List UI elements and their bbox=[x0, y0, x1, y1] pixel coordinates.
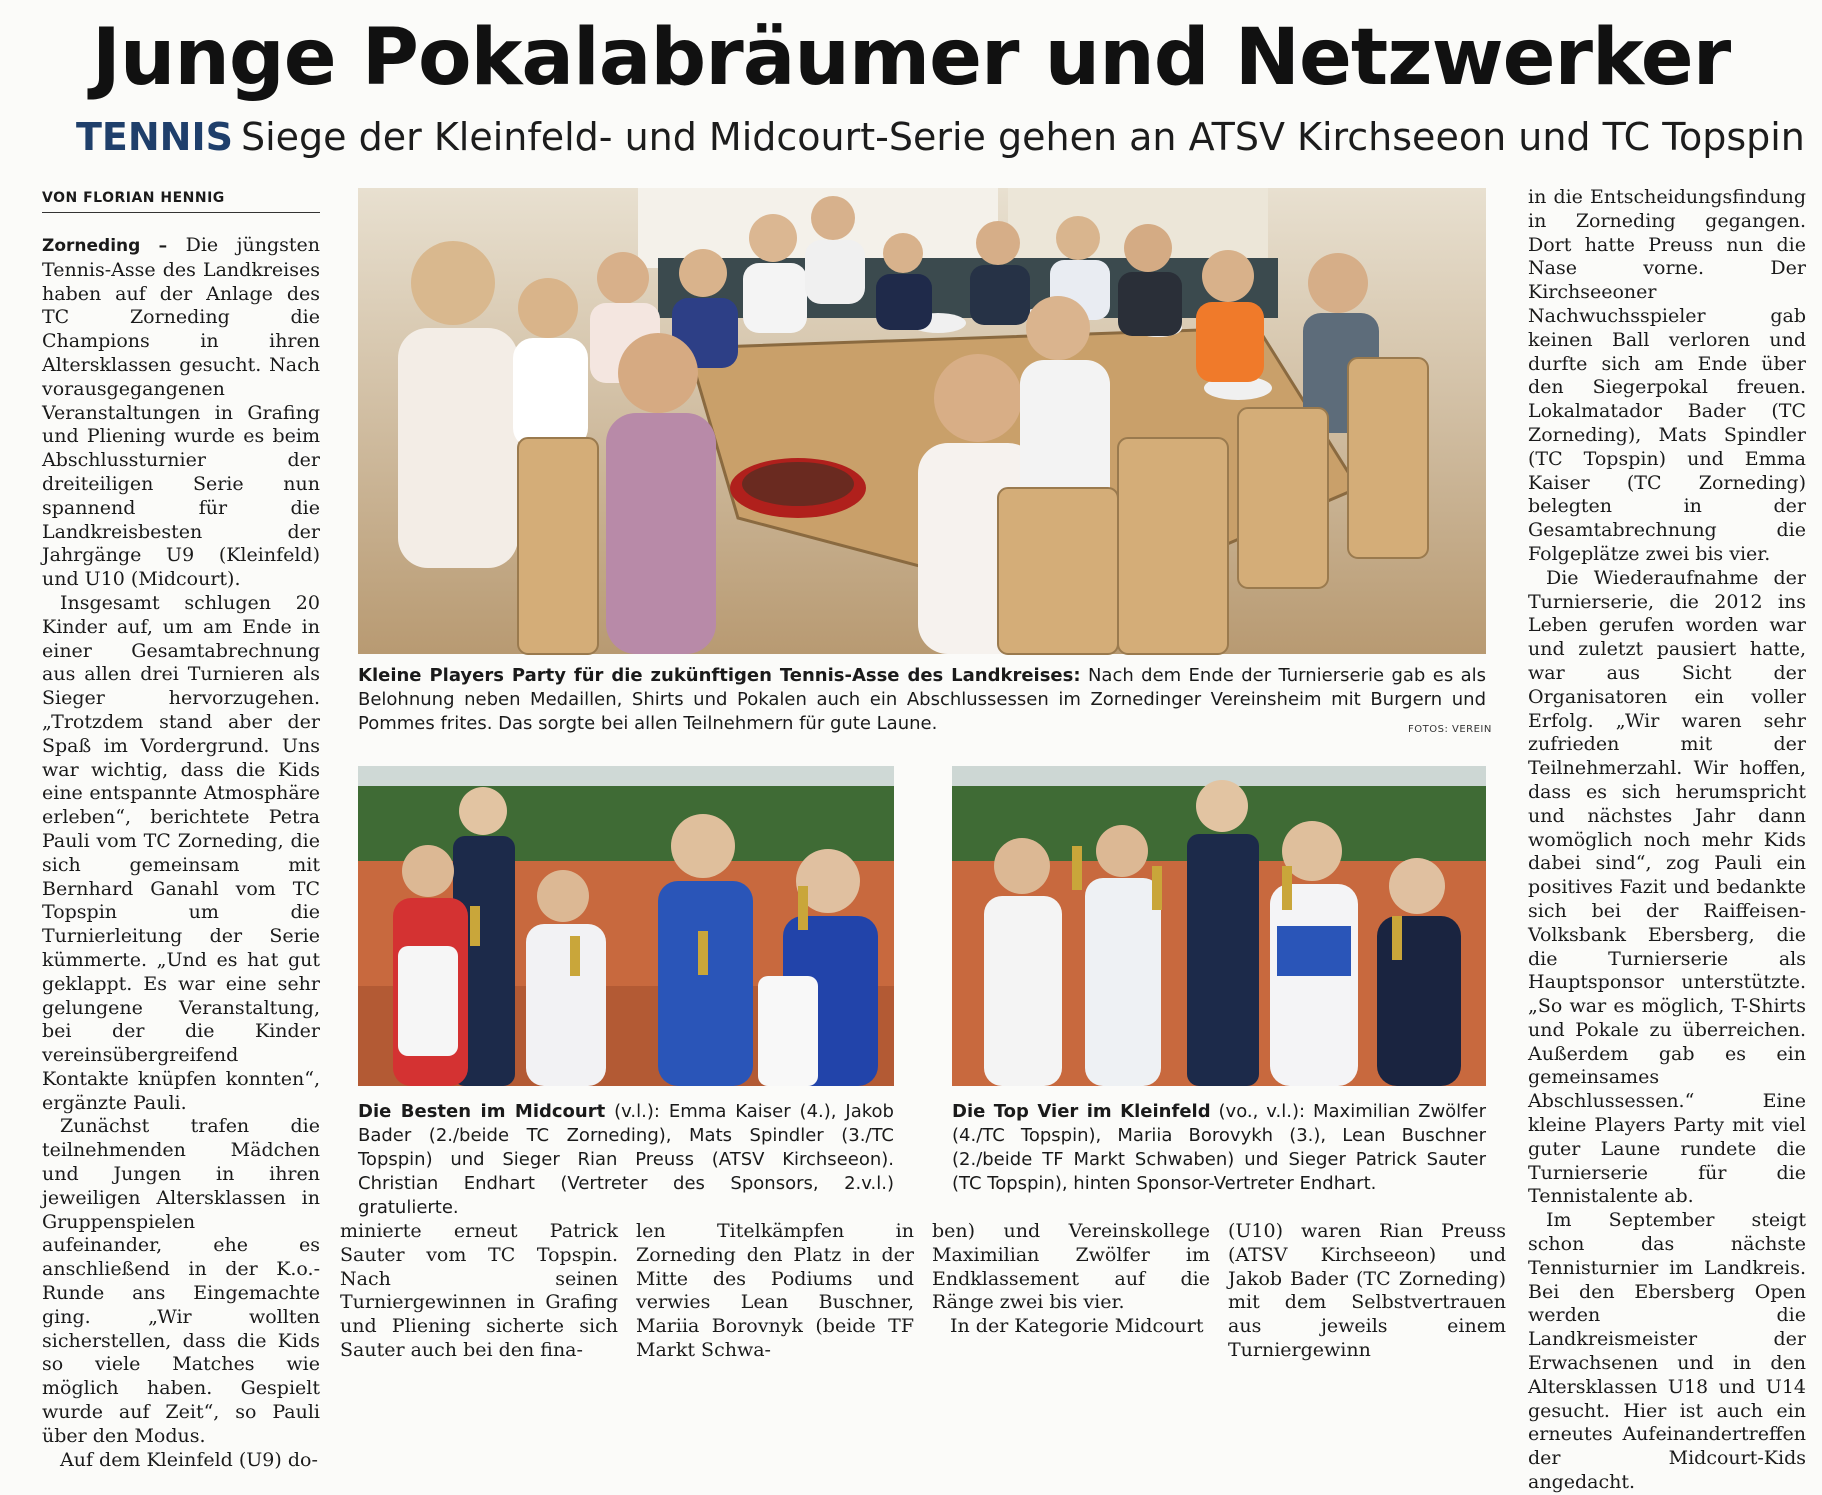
article-column-4: ben) und Vereinskollege Maximilian Zwölfer im Endklassement auf die Ränge zwei bis vier. In der Kategorie Midcourt bbox=[932, 1220, 1210, 1338]
subheadline-text: Siege der Kleinfeld- und Midcourt-Serie gehen an ATSV Kirchseeon und TC Topspin bbox=[241, 115, 1805, 159]
kleinfeld-caption: Die Top Vier im Kleinfeld (vo., v.l.): Maximilian Zwölfer (4./TC Topspin), Mariia Borovykh (3.), Lean Buschner (2./beide TF Markt Schwaben) und Sieger Patrick Sauter (TC Topspin), hinten Sponsor-Vertreter Endhart. bbox=[952, 1101, 1486, 1194]
headline: Junge Pokalabräumer und Netzwerker bbox=[91, 13, 1731, 103]
subheadline bbox=[76, 112, 1805, 162]
dateline: Zorneding – bbox=[42, 236, 168, 256]
paragraph: Auf dem Kleinfeld (U9) do- bbox=[60, 1448, 318, 1471]
photo-credit: FOTOS: VEREIN bbox=[1408, 724, 1492, 735]
article-column-5: (U10) waren Rian Preuss (ATSV Kirchseeon) und Jakob Bader (TC Zorneding) mit dem Selbstvertrauen aus jeweils einem Turniergewinn bbox=[1228, 1220, 1506, 1361]
article-column-6: in die Entscheidungsfindung in Zorneding gegangen. Dort hatte Preuss nun die Nase vorne. Der Kirchseeoner Nachwuchsspieler gab keinen Ball verloren und durfte sich am Ende über den Siegerpokal freuen. Lokalmatador Bader (TC Zorneding), Mats Spindler (TC Topspin) und Emma Kaiser (TC Zorneding) belegten in der Gesamtabrechnung die Folgeplätze zwei bis vier. Die Wiederaufnahme der Turnierserie, die 2012 ins Leben gerufen worden war und zuletzt pausiert hatte, war aus Sicht der Organisatoren ein voller Erfolg. „Wir waren sehr zufrieden mit der Teilnehmerzahl. Wir hoffen, dass es sich herumspricht und nächstes Jahr dann womöglich noch mehr Kids dabei sind“, zog Pauli ein positives Fazit und bedankte sich bei der Raiffeisen-Volksbank Ebersberg, die die Turnierserie als Hauptsponsor unterstützte. „So war es möglich, T-Shirts und Pokale zu überreichen. Außerdem gab es ein gemeinsames Abschlussessen.“ Eine kleine Players Party mit viel guter Laune rundete die Turnierserie für die Tennistalente ab. Im September steigt schon das nächste Tennisturnier im Landkreis. Bei den Ebersberg Open werden die Landkreismeister der Erwachsenen und in den Altersklassen U18 und U14 gesucht. Hier ist auch ein erneutes Aufeinandertreffen der Midcourt-Kids angedacht. bbox=[1528, 186, 1806, 1494]
kleinfeld-winners-photo bbox=[952, 766, 1486, 1086]
section-kicker: TENNIS bbox=[76, 115, 233, 159]
paragraph: Zorneding – Die jüngsten Tennis-Asse des Landkreises haben auf der Anlage des TC Zorneding die Champions in ihren Altersklassen gesucht. Nach vorausgegangenen Veranstaltungen in Grafing und Pliening wurde es beim Abschlussturnier der dreiteiligen Serie nun spannend für die Landkreisbesten der Jahrgänge U9 (Kleinfeld) und U10 (Midcourt). bbox=[42, 234, 320, 591]
article-column-3: len Titelkämpfen in Zorneding den Platz in der Mitte des Podiums und verwies Lean Buschner, Mariia Borovnyk (beide TF Markt Schwa- bbox=[636, 1220, 914, 1361]
article-column-2: minierte erneut Patrick Sauter vom TC Topspin. Nach seinen Turniergewinnen in Grafing und Pliening sicherte sich Sauter auch bei den fina- bbox=[340, 1220, 618, 1361]
author-byline: VON FLORIAN HENNIG bbox=[42, 190, 320, 213]
main-photo-caption: Kleine Players Party für die zukünftigen Tennis-Asse des Landkreises: Nach dem Ende der Turnierserie gab es als Belohnung neben Medaillen, Shirts und Pokalen auch ein Abschlussessen im Zornedinger Vereinsheim mit Burgern und Pommes frites. Das sorgte bei allen Teilnehmern für gute Laune. bbox=[358, 665, 1486, 734]
paragraph: Zunächst trafen die teilnehmenden Mädchen und Jungen in ihren jeweiligen Altersklassen in Gruppenspielen aufeinander, ehe es anschließend in der K.o.-Runde ans Eingemachte ging. „Wir wollten sicherstellen, dass die Kids so viele Matches wie möglich haben. Gespielt wurde auf Zeit“, so Pauli über den Modus. bbox=[42, 1115, 320, 1447]
caption-lead: Die Top Vier im Kleinfeld bbox=[952, 1101, 1211, 1122]
main-photo-players-party bbox=[358, 188, 1486, 654]
midcourt-winners-photo bbox=[358, 766, 894, 1086]
caption-lead: Die Besten im Midcourt bbox=[358, 1101, 606, 1122]
midcourt-caption: Die Besten im Midcourt (v.l.): Emma Kaiser (4.), Jakob Bader (2./beide TC Zorneding), Mats Spindler (3./TC Topspin) und Sieger Rian Preuss (ATSV Kirchseeon). Christian Endhart (Vertreter des Sponsors, 2.v.l.) gratulierte. bbox=[358, 1101, 894, 1218]
article-column-1 bbox=[42, 234, 320, 1472]
paragraph: Insgesamt schlugen 20 Kinder auf, um am Ende in einer Gesamtabrechnung aus allen drei Turnieren als Sieger hervorzugehen. „Trotzdem stand aber der Spaß im Vordergrund. Uns war wichtig, dass die Kids eine entspannte Atmosphäre erleben“, berichtete Petra Pauli vom TC Zorneding, die sich gemeinsam mit Bernhard Ganahl vom TC Topspin um die Turnierleitung der Serie kümmerte. „Und es hat gut geklappt. Es war eine sehr gelungene Veranstaltung, bei der die Kinder vereinsübergreifend Kontakte knüpfen konnten“, ergänzte Pauli. bbox=[42, 591, 320, 1114]
caption-lead: Kleine Players Party für die zukünftigen Tennis-Asse des Landkreises: bbox=[358, 665, 1081, 686]
